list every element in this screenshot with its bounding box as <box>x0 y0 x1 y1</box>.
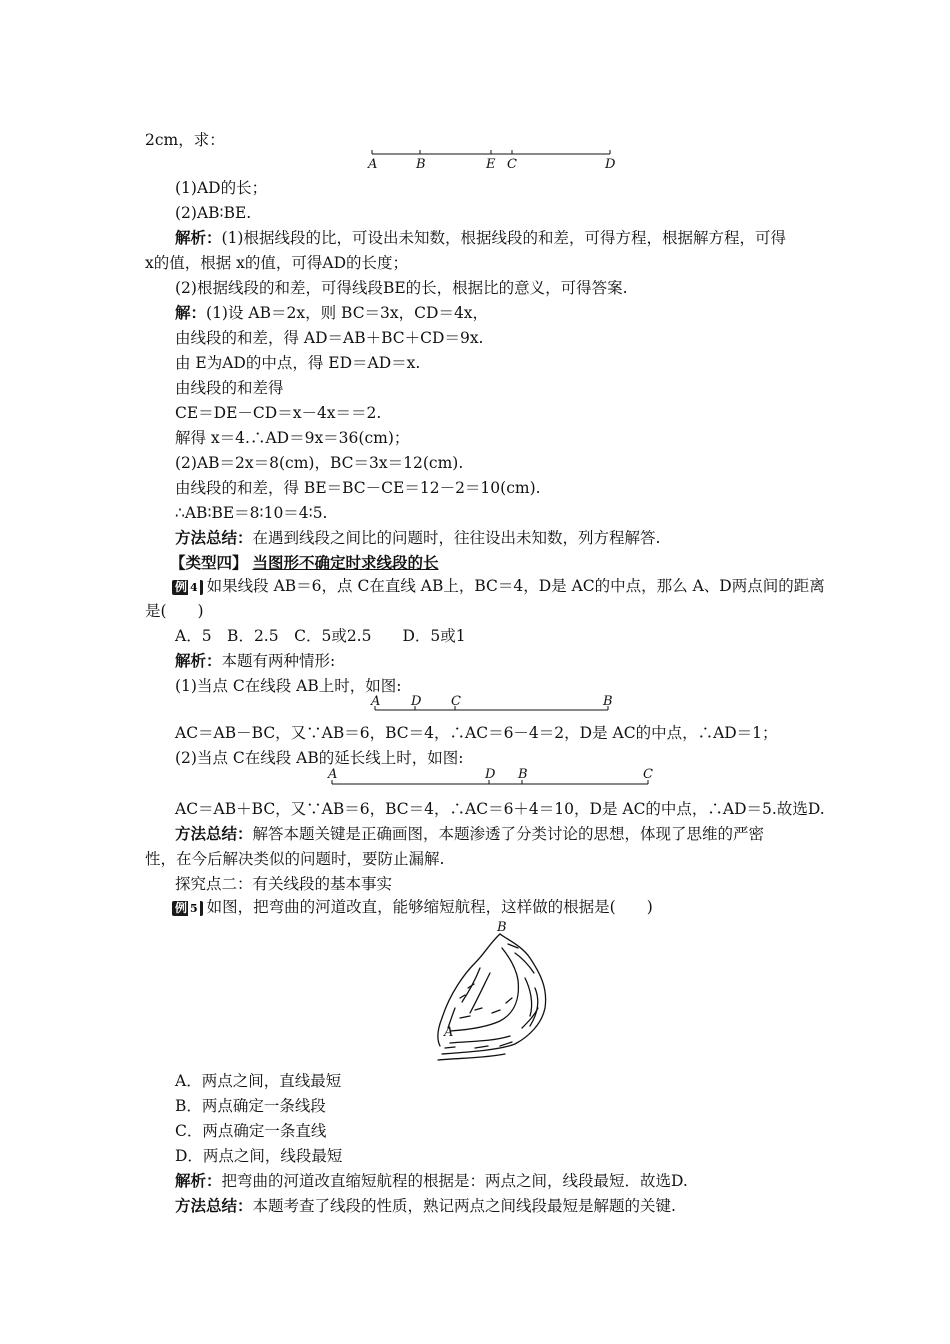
point-label: A <box>328 767 338 782</box>
river-figure <box>430 918 570 1066</box>
text-span: 把弯曲的河道改直缩短航程的根据是：两点之间，线段最短．故选D. <box>221 1172 688 1190</box>
text-line: 探究点二：有关线段的基本事实 <box>175 875 393 893</box>
segment-figure-2 <box>365 694 625 716</box>
text-line: 由线段的和差，得 AD＝AB＋BC＋CD＝9x. <box>175 329 484 347</box>
point-label: A <box>371 694 381 709</box>
point-label: C <box>507 157 517 172</box>
text-line: (1)AD的长； <box>175 179 268 197</box>
option-c: C．两点确定一条直线 <box>175 1122 327 1140</box>
option-d: D．两点之间，线段最短 <box>175 1147 343 1165</box>
text-line: CE＝DE－CD＝x－4x＝＝2. <box>175 404 382 422</box>
text-line: (2)AB∶BE. <box>175 204 252 222</box>
text-line: (2)当点 C在线段 AB的延长线上时，如图: <box>175 749 464 767</box>
text-line <box>175 651 335 671</box>
bold-label: 方法总结： <box>175 528 253 547</box>
text-span: 在遇到线段之间比的问题时，往往设出未知数，列方程解答. <box>252 529 661 547</box>
bold-label: 解： <box>175 303 207 322</box>
text-line: 性，在今后解决类似的问题时，要防止漏解. <box>145 850 445 868</box>
bold-label: 解析： <box>175 1171 222 1190</box>
text-span: 本题考查了线段的性质，熟记两点之间线段最短是解题的关键. <box>252 1197 676 1215</box>
point-label: B <box>603 694 613 709</box>
text-line: (2)根据线段的和差，可得线段BE的长，根据比的意义，可得答案. <box>175 279 628 297</box>
option-a: A．两点之间，直线最短 <box>175 1072 342 1090</box>
text-line: (2)AB＝2x＝8(cm)，BC＝3x＝12(cm). <box>175 454 464 472</box>
point-label: C <box>643 767 653 782</box>
text-line: 是( ) <box>145 602 204 620</box>
text-line: 由 E为AD的中点，得 ED＝AD＝x. <box>175 354 421 372</box>
text-line <box>172 897 653 917</box>
segment-figure-1 <box>360 146 620 172</box>
text-line: AC＝AB＋BC，又∵AB＝6，BC＝4，∴AC＝6＋4＝10，D是 AC的中点，∴AD＝5.故选D. <box>175 800 825 818</box>
section-heading <box>170 553 438 573</box>
point-label: D <box>485 767 496 782</box>
badge-number: 5 <box>190 902 198 915</box>
example-badge <box>172 580 203 595</box>
bold-label: 解析： <box>175 651 222 670</box>
bold-label: 【类型四】 <box>170 553 248 572</box>
text-span: (1)根据线段的比，可设出未知数，根据线段的和差，可得方程，根据解方程，可得 <box>221 229 786 247</box>
badge-label: 例 <box>175 580 188 594</box>
badge-number: 4 <box>190 581 198 594</box>
segment-figure-3 <box>322 766 662 790</box>
text-span: 如果线段 AB＝6，点 C在直线 AB上，BC＝4，D是 AC的中点，那么 A、D两点间的距离 <box>206 577 825 595</box>
point-label: B <box>416 157 426 172</box>
text-line <box>175 1196 676 1216</box>
text-line: 解得 x＝4.∴AD＝9x＝36(cm)； <box>175 429 410 447</box>
point-label: D <box>411 694 422 709</box>
text-span: (1)设 AB＝2x，则 BC＝3x，CD＝4x， <box>206 304 489 322</box>
text-line <box>175 1171 688 1191</box>
text-line <box>175 528 660 548</box>
text-line <box>175 228 786 248</box>
text-line <box>172 576 825 596</box>
text-line: (1)当点 C在线段 AB上时，如图: <box>175 677 402 695</box>
text-line: A．5 B．2.5 C．5或2.5 D．5或1 <box>175 627 466 645</box>
text-span: 本题有两种情形: <box>221 652 336 670</box>
text-line: ∴AB∶BE＝8∶10＝4∶5. <box>175 504 328 522</box>
text-line: AC＝AB－BC，又∵AB＝6，BC＝4，∴AC＝6－4＝2，D是 AC的中点，∴AD＝1； <box>175 724 778 742</box>
text-line: 由线段的和差得 <box>175 379 284 397</box>
point-label: A <box>444 1025 454 1040</box>
text-line: x的值，根据 x的值，可得AD的长度； <box>145 254 409 272</box>
point-label: E <box>486 157 496 172</box>
point-label: C <box>451 694 461 709</box>
text-line: 由线段的和差，得 BE＝BC－CE＝12－2＝10(cm). <box>175 479 541 497</box>
point-label: B <box>497 920 507 935</box>
badge-label: 例 <box>175 901 188 915</box>
text-span: 如图，把弯曲的河道改直，能够缩短航程，这样做的根据是( ) <box>206 898 653 916</box>
bold-label: 方法总结： <box>175 824 253 843</box>
point-label: D <box>605 157 616 172</box>
text-line <box>175 303 488 323</box>
bold-label: 解析： <box>175 228 222 247</box>
text-span: 解答本题关键是正确画图，本题渗透了分类讨论的思想，体现了思维的严密 <box>252 825 765 843</box>
point-label: B <box>518 767 528 782</box>
heading-text: 当图形不确定时求线段的长 <box>252 553 439 572</box>
example-badge <box>172 901 203 916</box>
option-b: B．两点确定一条线段 <box>175 1097 326 1115</box>
point-label: A <box>368 157 378 172</box>
text-line: 2cm，求： <box>145 131 225 149</box>
bold-label: 方法总结： <box>175 1196 253 1215</box>
text-line <box>175 824 764 844</box>
